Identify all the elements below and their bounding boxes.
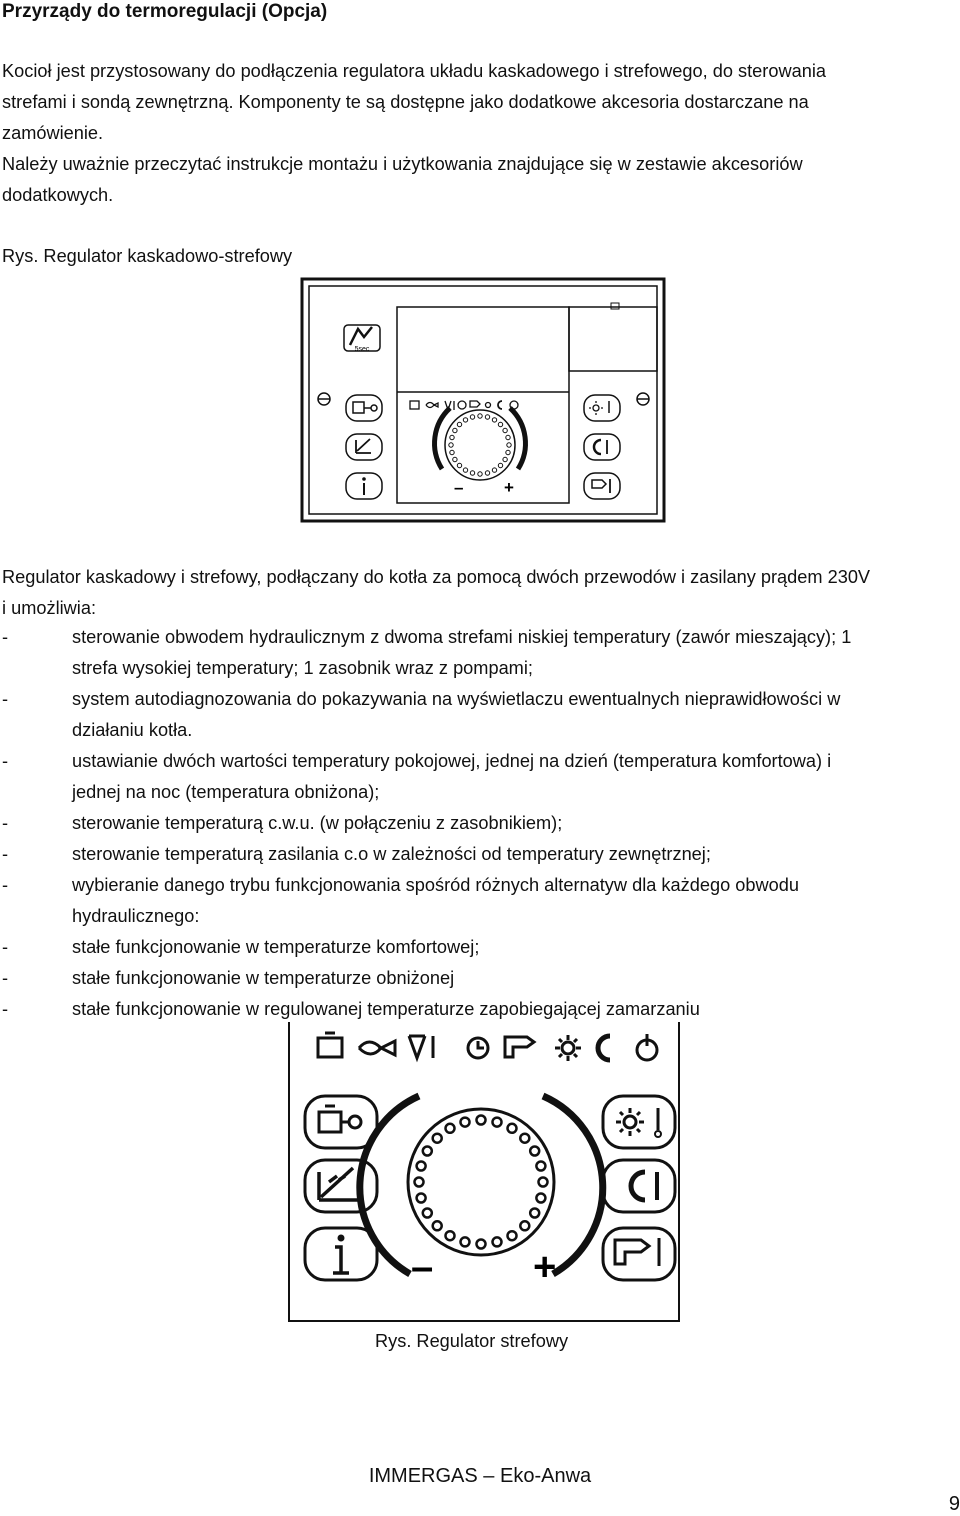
list-item: - ustawianie dwóch wartości temperatury pokojowej, jednej na dzień (temperatura komfortowa) i jednej na noc (temperatura obniżona); xyxy=(2,751,832,802)
section-title: Przyrządy do termoregulacji (Opcja) xyxy=(2,1,328,22)
minus-sign: – xyxy=(411,1245,434,1289)
knob-dot xyxy=(508,1124,517,1133)
knob-dot xyxy=(450,450,454,454)
reduced-moon-icon xyxy=(598,1036,610,1060)
clock-icon xyxy=(468,1038,488,1058)
antifreeze-icon xyxy=(637,1034,657,1060)
knob-dot xyxy=(470,415,474,419)
knob-dot xyxy=(492,468,496,472)
list-item: - system autodiagnozowania do pokazywania na wyświetlaczu ewentualnych nieprawidłowości w działaniu kotła. xyxy=(2,689,841,740)
comfort-sun-icon xyxy=(555,1035,581,1061)
knob-dot xyxy=(508,1231,517,1240)
knob-dot xyxy=(461,1118,470,1127)
knob-dot xyxy=(536,1162,545,1171)
knob-dot xyxy=(423,1209,432,1218)
comfort-temp-button[interactable] xyxy=(603,1096,675,1148)
list-item: - wybieranie danego trybu funkcjonowania spośród różnych alternatyw dla każdego obwodu hydraulicznego: xyxy=(2,875,799,926)
knob-dot xyxy=(506,435,510,439)
standby-mode-icon xyxy=(318,1033,342,1057)
plus-sign: + xyxy=(533,1245,557,1289)
knob-dot xyxy=(433,1134,442,1143)
page-number: 9 xyxy=(948,1493,960,1515)
list-item: - stałe funkcjonowanie w temperaturze komfortowej; xyxy=(2,937,480,957)
knob-dot xyxy=(539,1178,548,1187)
comfort-temp-button[interactable] xyxy=(584,395,620,421)
dhw-mode-icon xyxy=(505,1037,534,1057)
dhw-temp-button[interactable] xyxy=(603,1228,675,1280)
boiler-key-button[interactable] xyxy=(305,1096,377,1148)
knob-dot xyxy=(450,435,454,439)
knob-dot xyxy=(485,471,489,475)
heating-curve-button[interactable] xyxy=(305,1160,377,1212)
mode-icons-row xyxy=(318,1033,657,1061)
cascade-controller-figure xyxy=(300,277,668,525)
footer-brand: IMMERGAS – Eko-Anwa xyxy=(368,1465,592,1487)
heating-curve-button[interactable] xyxy=(346,434,382,460)
winter-mode-icon xyxy=(409,1036,433,1058)
intro-line-2: strefami i sondą zewnętrzną. Komponenty te są dostępne jako dodatkowe akcesoria dostarczane na xyxy=(2,92,809,112)
list-item: - stałe funkcjonowanie w temperaturze obniżonej xyxy=(2,968,455,988)
info-button[interactable] xyxy=(346,473,382,499)
reduced-temp-button[interactable] xyxy=(603,1160,675,1212)
boiler-key-button[interactable] xyxy=(346,395,382,421)
reduced-temp-button[interactable] xyxy=(584,434,620,460)
knob-dot xyxy=(453,457,457,461)
knob-dot xyxy=(530,1209,539,1218)
knob-dot xyxy=(457,463,461,467)
knob-dot xyxy=(503,428,507,432)
intro-line-1: Kocioł jest przystosowany do podłączenia regulatora układu kaskadowego i strefowego, do sterowania xyxy=(2,61,826,81)
knob-dot xyxy=(433,1221,442,1230)
knob-dot xyxy=(446,1231,455,1240)
list-item: - stałe funkcjonowanie w regulowanej temperaturze zapobiegającej zamarzaniu xyxy=(2,999,700,1019)
knob-dot xyxy=(470,471,474,475)
knob-dot xyxy=(417,1162,426,1171)
info-button[interactable] xyxy=(305,1228,377,1280)
intro-line-3: zamówienie. xyxy=(2,123,104,143)
knob-dot xyxy=(503,457,507,461)
knob-dot xyxy=(520,1221,529,1230)
function-list xyxy=(2,622,952,1025)
sec-label: 5sec xyxy=(354,346,370,353)
knob-dot xyxy=(520,1134,529,1143)
knob-dot xyxy=(449,443,453,447)
intro-line-4: Należy uważnie przeczytać instrukcje montażu i użytkowania znajdujące się w zestawie akcesoriów xyxy=(2,154,803,174)
knob-dot xyxy=(498,422,502,426)
temperature-knob[interactable] xyxy=(445,410,515,480)
knob-dot xyxy=(457,422,461,426)
knob-dot xyxy=(461,1237,470,1246)
knob-dot xyxy=(506,450,510,454)
knob-dot xyxy=(453,428,457,432)
mode-icons-row xyxy=(410,401,518,410)
description-line-1: Regulator kaskadowy i strefowy, podłączany do kotła za pomocą dwóch przewodów i zasilany prądem 230V xyxy=(2,567,871,587)
list-item: - sterowanie obwodem hydraulicznym z dwoma strefami niskiej temperatury (zawór mieszający); 1 strefa wysokiej temperatury; 1 zasobnik wraz z pompami; xyxy=(2,627,852,678)
knob-dot xyxy=(417,1194,426,1203)
knob-dot xyxy=(477,1116,486,1125)
list-item: - sterowanie temperaturą zasilania c.o w zależności od temperatury zewnętrznej; xyxy=(2,844,711,864)
zone-controller-figure xyxy=(285,1022,685,1324)
knob-dot xyxy=(477,1240,486,1249)
description-line-2: i umożliwia: xyxy=(2,598,96,618)
knob-dot xyxy=(478,414,482,418)
figure2-caption: Rys. Regulator strefowy xyxy=(375,1331,569,1351)
knob-dot xyxy=(493,1118,502,1127)
knob-dot xyxy=(536,1194,545,1203)
knob-dot xyxy=(463,418,467,422)
knob-dot xyxy=(530,1147,539,1156)
knob-dot xyxy=(498,463,502,467)
figure1-caption: Rys. Regulator kaskadowo-strefowy xyxy=(2,246,293,266)
knob-dot xyxy=(463,468,467,472)
screw-left-icon xyxy=(318,393,330,405)
summer-mode-icon xyxy=(359,1041,395,1055)
knob-dot xyxy=(493,1237,502,1246)
knob-dot xyxy=(446,1124,455,1133)
knob-dot xyxy=(507,443,511,447)
plus-sign: + xyxy=(504,478,514,497)
knob-dot xyxy=(423,1147,432,1156)
dhw-temp-button[interactable] xyxy=(584,473,620,499)
intro-line-5: dodatkowych. xyxy=(2,185,114,205)
temperature-knob[interactable] xyxy=(408,1109,554,1255)
knob-dot xyxy=(485,415,489,419)
minus-sign: – xyxy=(454,478,464,497)
knob-dot xyxy=(415,1178,424,1187)
knob-dot xyxy=(492,418,496,422)
screw-right-icon xyxy=(637,393,649,405)
knob-dot xyxy=(478,472,482,476)
list-item: - sterowanie temperaturą c.w.u. (w połączeniu z zasobnikiem); xyxy=(2,813,563,833)
reset-5sec-icon xyxy=(344,325,380,353)
